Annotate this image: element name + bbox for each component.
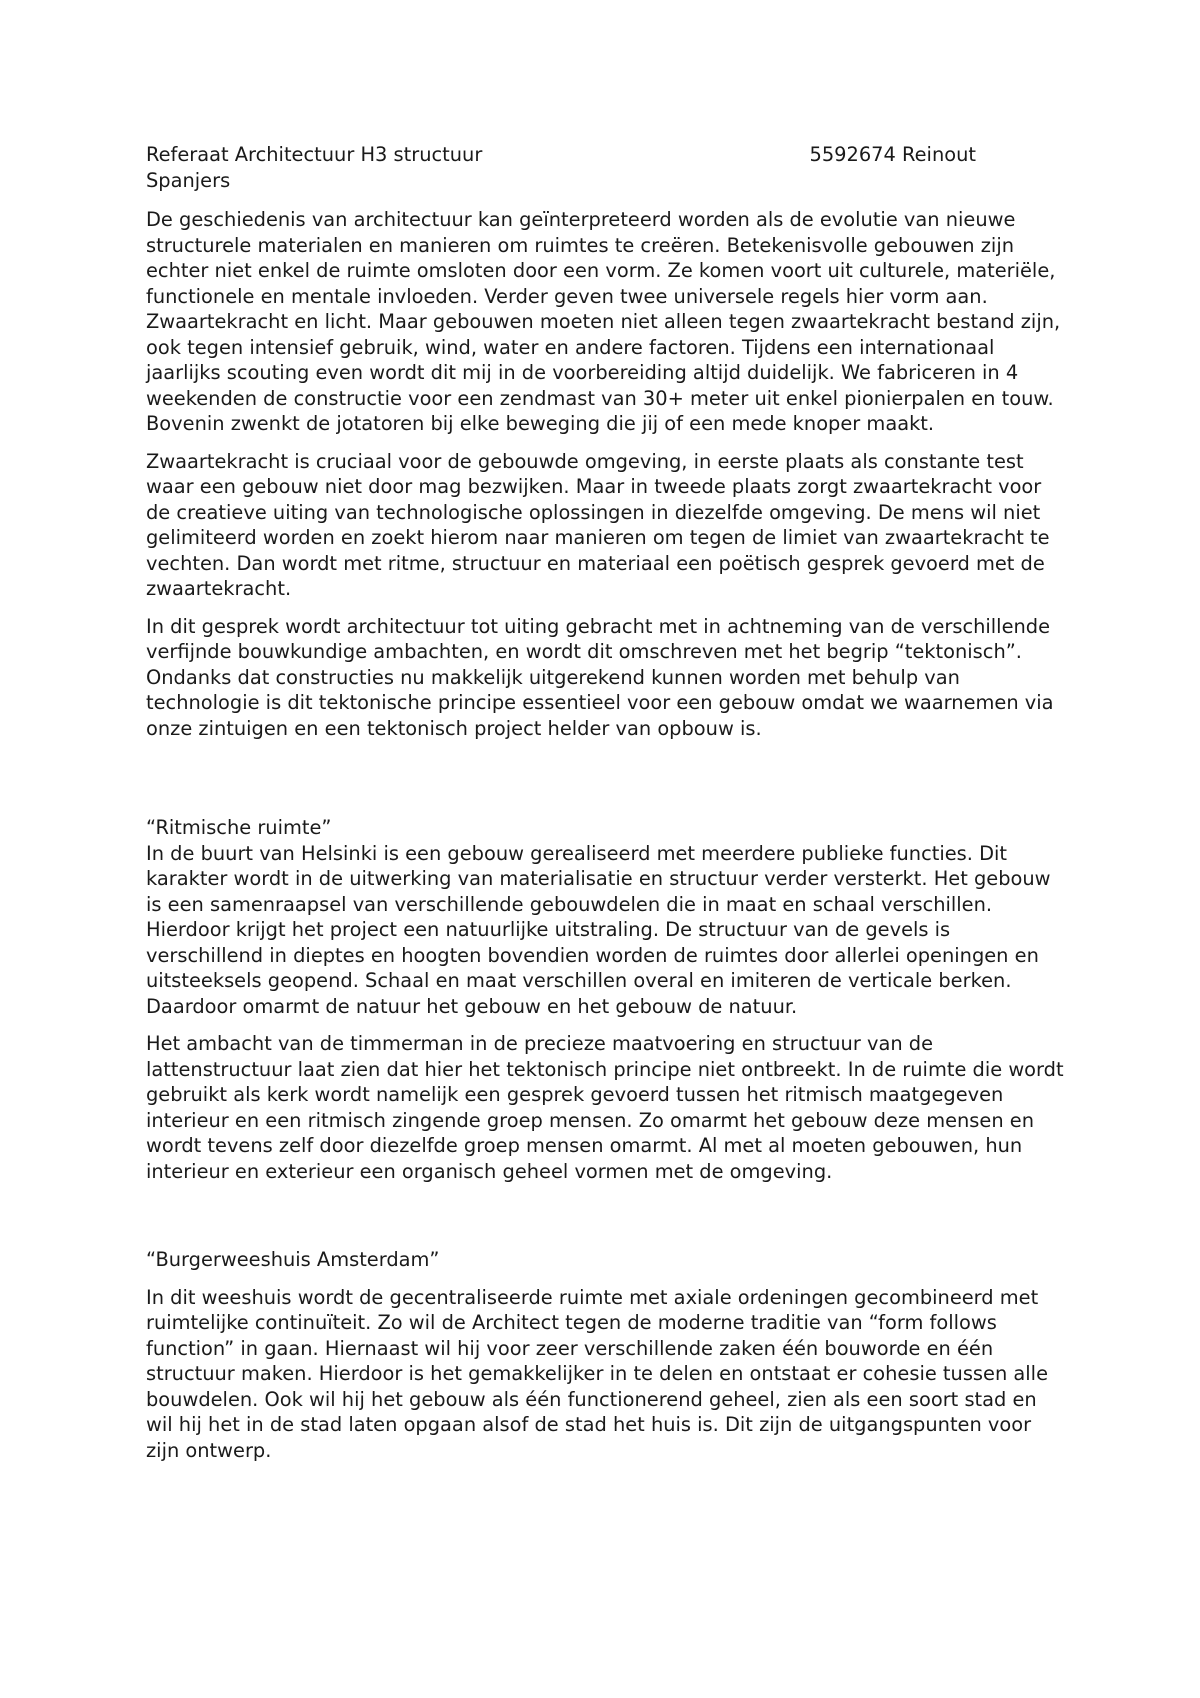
document-header <box>146 142 976 168</box>
intro-paragraph-2: Zwaartekracht is cruciaal voor de gebouwde omgeving, in eerste plaats als constante test waar een gebouw niet door mag bezwijken. Maar in tweede plaats zorgt zwaartekracht voor de creatieve uiting van technologische oplossingen in diezelfde omgeving. De mens wil niet gelimiteerd worden en zoekt hierom naar manieren om tegen de limiet van zwaartekracht te vechten. Dan wordt met ritme, structuur en materiaal een poëtisch gesprek gevoerd met de zwaartekracht. <box>146 449 1050 600</box>
section1-paragraph-1: In de buurt van Helsinki is een gebouw gerealiseerd met meerdere publieke functies. Dit karakter wordt in de uitwerking van materialisatie en structuur verder versterkt. Het gebouw is een samenraapsel van verschillende gebouwdelen die in maat en schaal verschillen. Hierdoor krijgt het project een natuurlijke uitstraling. De structuur van de gevels is verschillend in dieptes en hoogten bovendien worden de ruimtes door allerlei openingen en uitsteeksels geopend. Schaal en maat verschillen overal en imiteren de verticale berken. Daardoor omarmt de natuur het gebouw en het gebouw de natuur. <box>146 841 1051 1018</box>
section-heading-burgerweeshuis: “Burgerweeshuis Amsterdam” <box>146 1248 440 1271</box>
student-surname: Spanjers <box>146 168 231 192</box>
student-id-name: 5592674 Reinout <box>809 143 976 166</box>
document-title: Referaat Architectuur H3 structuur <box>146 143 483 166</box>
intro-paragraph-3: In dit gesprek wordt architectuur tot uiting gebracht met in achtneming van de verschillende verfijnde bouwkundige ambachten, en wordt dit omschreven met het begrip “tektonisch”. Ondanks dat constructies nu makkelijk uitgerekend kunnen worden met behulp van technologie is dit tektonische principe essentieel voor een gebouw omdat we waarnemen via onze zintuigen en een tektonisch project helder van opbouw is. <box>146 614 1054 740</box>
document-body <box>146 142 1066 1475</box>
spacer <box>146 753 1066 815</box>
intro-paragraph-1: De geschiedenis van architectuur kan geïnterpreteerd worden als de evolutie van nieuwe structurele materialen en manieren om ruimtes te creëren. Betekenisvolle gebouwen zijn echter niet enkel de ruimte omsloten door een vorm. Ze komen voort uit culturele, materiële, functionele en mentale invloeden. Verder geven twee universele regels hier vorm aan. Zwaartekracht en licht. Maar gebouwen moeten niet alleen tegen zwaartekracht bestand zijn, ook tegen intensief gebruik, wind, water en andere factoren. Tijdens een internationaal jaarlijks scouting even wordt dit mij in de voorbereiding altijd duidelijk. We fabriceren in 4 weekenden de constructie voor een zendmast van 30+ meter uit enkel pionierpalen en touw. Bovenin zwenkt de jotatoren bij elke beweging die jij of een mede knoper maakt. <box>146 208 1061 435</box>
section2-paragraph-1: In dit weeshuis wordt de gecentraliseerde ruimte met axiale ordeningen gecombineerd met ruimtelijke continuïteit. Zo wil de Architect tegen de moderne traditie van “form follows function” in gaan. Hiernaast wil hij voor zeer verschillende zaken één bouworde en één structuur maken. Hierdoor is het gemakkelijker in te delen en ontstaat er cohesie tussen alle bouwdelen. Ook wil hij het gebouw als één functionerend geheel, zien als een soort stad en wil hij het in de stad laten opgaan alsof de stad het huis is. Dit zijn de uitgangspunten voor zijn ontwerp. <box>146 1285 1048 1462</box>
section-heading-ritmische-ruimte: “Ritmische ruimte” <box>146 816 332 839</box>
spacer <box>146 1196 1066 1247</box>
section1-paragraph-2: Het ambacht van de timmerman in de precieze maatvoering en structuur van de lattenstructuur laat zien dat hier het tektonisch principe niet ontbreekt. In de ruimte die wordt gebruikt als kerk wordt namelijk een gesprek gevoerd tussen het ritmisch maatgegeven interieur en een ritmisch zingende groep mensen. Zo omarmt het gebouw deze mensen en wordt tevens zelf door diezelfde groep mensen omarmt. Al met al moeten gebouwen, hun interieur en exterieur een organisch geheel vormen met de omgeving. <box>146 1032 1064 1183</box>
